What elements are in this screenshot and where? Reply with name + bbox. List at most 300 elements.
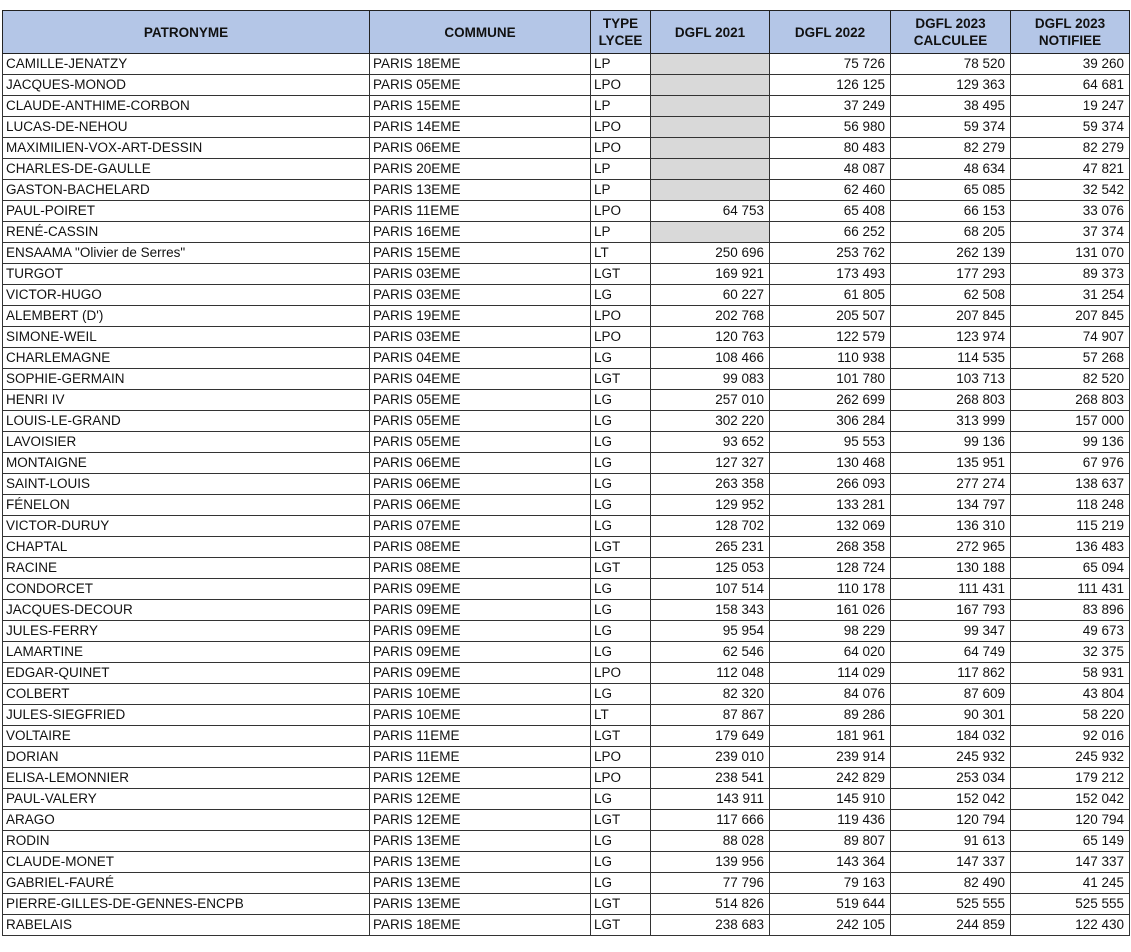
patronyme-cell: CLAUDE-MONET	[3, 852, 370, 873]
dgfl-2022-cell: 132 069	[770, 516, 891, 537]
type-lycee-cell: LPO	[591, 768, 651, 789]
dgfl-2022-cell: 48 087	[770, 159, 891, 180]
dgfl-2023-notifiee-cell: 525 555	[1011, 894, 1130, 915]
patronyme-cell: CONDORCET	[3, 579, 370, 600]
type-lycee-cell: LP	[591, 222, 651, 243]
type-lycee-cell: LPO	[591, 747, 651, 768]
table-row	[3, 285, 1130, 306]
patronyme-cell: GABRIEL-FAURÉ	[3, 873, 370, 894]
table-row	[3, 516, 1130, 537]
table-row	[3, 453, 1130, 474]
dgfl-2022-cell: 98 229	[770, 621, 891, 642]
patronyme-cell: CHARLES-DE-GAULLE	[3, 159, 370, 180]
table-row	[3, 726, 1130, 747]
table-row	[3, 705, 1130, 726]
dgfl-2021-cell: 125 053	[651, 558, 770, 579]
type-lycee-cell: LG	[591, 453, 651, 474]
dgfl-2023-calculee-cell: 99 347	[891, 621, 1011, 642]
dgfl-2023-notifiee-cell: 82 520	[1011, 369, 1130, 390]
dgfl-2023-notifiee-cell: 115 219	[1011, 516, 1130, 537]
commune-cell: PARIS 06EME	[370, 138, 591, 159]
dgfl-2021-cell: 143 911	[651, 789, 770, 810]
patronyme-cell: ELISA-LEMONNIER	[3, 768, 370, 789]
patronyme-cell: ALEMBERT (D')	[3, 306, 370, 327]
table-row	[3, 96, 1130, 117]
type-lycee-cell: LG	[591, 831, 651, 852]
table-row	[3, 264, 1130, 285]
dgfl-2023-notifiee-cell: 41 245	[1011, 873, 1130, 894]
dgfl-2023-calculee-cell: 253 034	[891, 768, 1011, 789]
table-row	[3, 117, 1130, 138]
dgfl-2023-calculee-cell: 82 279	[891, 138, 1011, 159]
dgfl-2023-notifiee-cell: 67 976	[1011, 453, 1130, 474]
dgfl-2023-notifiee-cell: 58 931	[1011, 663, 1130, 684]
table-row	[3, 537, 1130, 558]
table-row	[3, 495, 1130, 516]
dgfl-2023-notifiee-cell: 268 803	[1011, 390, 1130, 411]
table-row	[3, 201, 1130, 222]
dgfl-2023-calculee-cell: 245 932	[891, 747, 1011, 768]
dgfl-2023-notifiee-cell: 179 212	[1011, 768, 1130, 789]
dgfl-2021-cell	[651, 180, 770, 201]
dgfl-2023-calculee-cell: 135 951	[891, 453, 1011, 474]
table-row	[3, 180, 1130, 201]
dgfl-2022-cell: 133 281	[770, 495, 891, 516]
patronyme-cell: CLAUDE-ANTHIME-CORBON	[3, 96, 370, 117]
dgfl-2022-cell: 519 644	[770, 894, 891, 915]
dgfl-2021-cell: 107 514	[651, 579, 770, 600]
type-lycee-cell: LG	[591, 600, 651, 621]
dgfl-2023-notifiee-cell: 122 430	[1011, 915, 1130, 936]
dgfl-2022-cell: 242 105	[770, 915, 891, 936]
table-row	[3, 390, 1130, 411]
commune-cell: PARIS 09EME	[370, 579, 591, 600]
dgfl-2023-calculee-cell: 38 495	[891, 96, 1011, 117]
dgfl-2021-cell: 127 327	[651, 453, 770, 474]
table-row	[3, 159, 1130, 180]
commune-cell: PARIS 13EME	[370, 894, 591, 915]
dgfl-2023-calculee-cell: 103 713	[891, 369, 1011, 390]
dgfl-2023-calculee-cell: 78 520	[891, 54, 1011, 75]
dgfl-2022-cell: 110 178	[770, 579, 891, 600]
dgfl-2023-calculee-cell: 177 293	[891, 264, 1011, 285]
commune-cell: PARIS 13EME	[370, 852, 591, 873]
dgfl-2022-cell: 126 125	[770, 75, 891, 96]
dgfl-2023-notifiee-cell: 33 076	[1011, 201, 1130, 222]
commune-cell: PARIS 09EME	[370, 600, 591, 621]
commune-cell: PARIS 14EME	[370, 117, 591, 138]
commune-cell: PARIS 11EME	[370, 726, 591, 747]
header-type-lycee: TYPE LYCEE	[591, 11, 651, 54]
table-row	[3, 915, 1130, 936]
dgfl-2023-notifiee-cell: 32 542	[1011, 180, 1130, 201]
type-lycee-cell: LG	[591, 852, 651, 873]
commune-cell: PARIS 05EME	[370, 390, 591, 411]
dgfl-2023-notifiee-cell: 59 374	[1011, 117, 1130, 138]
commune-cell: PARIS 11EME	[370, 201, 591, 222]
dgfl-2022-cell: 66 252	[770, 222, 891, 243]
type-lycee-cell: LG	[591, 474, 651, 495]
dgfl-2021-cell: 87 867	[651, 705, 770, 726]
dgfl-2021-cell: 239 010	[651, 747, 770, 768]
table-row	[3, 684, 1130, 705]
dgfl-2021-cell: 93 652	[651, 432, 770, 453]
patronyme-cell: ENSAAMA "Olivier de Serres"	[3, 243, 370, 264]
dgfl-2022-cell: 61 805	[770, 285, 891, 306]
commune-cell: PARIS 12EME	[370, 810, 591, 831]
commune-cell: PARIS 19EME	[370, 306, 591, 327]
dgfl-2021-cell: 129 952	[651, 495, 770, 516]
dgfl-2022-cell: 268 358	[770, 537, 891, 558]
dgfl-2021-cell: 120 763	[651, 327, 770, 348]
dgfl-2023-calculee-cell: 134 797	[891, 495, 1011, 516]
dgfl-2023-notifiee-cell: 83 896	[1011, 600, 1130, 621]
table-row	[3, 768, 1130, 789]
dgfl-2021-cell: 238 541	[651, 768, 770, 789]
patronyme-cell: MAXIMILIEN-VOX-ART-DESSIN	[3, 138, 370, 159]
type-lycee-cell: LP	[591, 180, 651, 201]
patronyme-cell: SIMONE-WEIL	[3, 327, 370, 348]
table-row	[3, 306, 1130, 327]
dgfl-2023-notifiee-cell: 118 248	[1011, 495, 1130, 516]
table-row	[3, 600, 1130, 621]
type-lycee-cell: LGT	[591, 537, 651, 558]
dgfl-2023-notifiee-cell: 138 637	[1011, 474, 1130, 495]
dgfl-2022-cell: 75 726	[770, 54, 891, 75]
type-lycee-cell: LT	[591, 243, 651, 264]
dgfl-2022-cell: 262 699	[770, 390, 891, 411]
commune-cell: PARIS 06EME	[370, 495, 591, 516]
dgfl-2021-cell	[651, 159, 770, 180]
dgfl-2022-cell: 173 493	[770, 264, 891, 285]
commune-cell: PARIS 13EME	[370, 180, 591, 201]
dgfl-2023-notifiee-cell: 64 681	[1011, 75, 1130, 96]
dgfl-2023-notifiee-cell: 89 373	[1011, 264, 1130, 285]
dgfl-2023-calculee-cell: 129 363	[891, 75, 1011, 96]
header-row	[3, 11, 1130, 54]
dgfl-2023-notifiee-cell: 32 375	[1011, 642, 1130, 663]
patronyme-cell: PAUL-POIRET	[3, 201, 370, 222]
patronyme-cell: ARAGO	[3, 810, 370, 831]
dgfl-2023-calculee-cell: 117 862	[891, 663, 1011, 684]
table-row	[3, 474, 1130, 495]
dgfl-2021-cell	[651, 222, 770, 243]
table-row	[3, 348, 1130, 369]
dgfl-2023-notifiee-cell: 39 260	[1011, 54, 1130, 75]
patronyme-cell: JULES-FERRY	[3, 621, 370, 642]
dgfl-2021-cell: 250 696	[651, 243, 770, 264]
commune-cell: PARIS 06EME	[370, 474, 591, 495]
dgfl-2023-notifiee-cell: 58 220	[1011, 705, 1130, 726]
dgfl-2021-cell: 62 546	[651, 642, 770, 663]
dgfl-2023-calculee-cell: 91 613	[891, 831, 1011, 852]
patronyme-cell: HENRI IV	[3, 390, 370, 411]
type-lycee-cell: LG	[591, 789, 651, 810]
dgfl-2023-calculee-cell: 64 749	[891, 642, 1011, 663]
type-lycee-cell: LPO	[591, 306, 651, 327]
dgfl-2023-calculee-cell: 68 205	[891, 222, 1011, 243]
type-lycee-cell: LPO	[591, 75, 651, 96]
dgfl-2023-calculee-cell: 111 431	[891, 579, 1011, 600]
dgfl-2022-cell: 84 076	[770, 684, 891, 705]
table-row	[3, 327, 1130, 348]
patronyme-cell: PAUL-VALERY	[3, 789, 370, 810]
table-row	[3, 894, 1130, 915]
dgfl-2022-cell: 119 436	[770, 810, 891, 831]
commune-cell: PARIS 11EME	[370, 747, 591, 768]
dgfl-2022-cell: 80 483	[770, 138, 891, 159]
dgfl-2021-cell: 77 796	[651, 873, 770, 894]
type-lycee-cell: LGT	[591, 915, 651, 936]
patronyme-cell: VICTOR-HUGO	[3, 285, 370, 306]
dgfl-2021-cell: 257 010	[651, 390, 770, 411]
commune-cell: PARIS 15EME	[370, 243, 591, 264]
dgfl-2021-cell	[651, 54, 770, 75]
type-lycee-cell: LPO	[591, 201, 651, 222]
patronyme-cell: JACQUES-DECOUR	[3, 600, 370, 621]
dgfl-2021-cell: 108 466	[651, 348, 770, 369]
commune-cell: PARIS 03EME	[370, 327, 591, 348]
dgfl-2021-cell: 514 826	[651, 894, 770, 915]
commune-cell: PARIS 05EME	[370, 411, 591, 432]
patronyme-cell: CAMILLE-JENATZY	[3, 54, 370, 75]
commune-cell: PARIS 15EME	[370, 96, 591, 117]
dgfl-2023-calculee-cell: 65 085	[891, 180, 1011, 201]
type-lycee-cell: LG	[591, 348, 651, 369]
dgfl-2023-calculee-cell: 207 845	[891, 306, 1011, 327]
type-lycee-cell: LG	[591, 873, 651, 894]
dgfl-table	[2, 10, 1130, 936]
patronyme-cell: SOPHIE-GERMAIN	[3, 369, 370, 390]
commune-cell: PARIS 20EME	[370, 159, 591, 180]
patronyme-cell: LAVOISIER	[3, 432, 370, 453]
dgfl-2022-cell: 143 364	[770, 852, 891, 873]
dgfl-2021-cell: 99 083	[651, 369, 770, 390]
type-lycee-cell: LG	[591, 411, 651, 432]
dgfl-2021-cell: 88 028	[651, 831, 770, 852]
dgfl-2022-cell: 37 249	[770, 96, 891, 117]
dgfl-2023-calculee-cell: 136 310	[891, 516, 1011, 537]
dgfl-2023-calculee-cell: 66 153	[891, 201, 1011, 222]
type-lycee-cell: LGT	[591, 894, 651, 915]
dgfl-2023-calculee-cell: 525 555	[891, 894, 1011, 915]
dgfl-2023-notifiee-cell: 74 907	[1011, 327, 1130, 348]
type-lycee-cell: LPO	[591, 138, 651, 159]
commune-cell: PARIS 16EME	[370, 222, 591, 243]
commune-cell: PARIS 10EME	[370, 684, 591, 705]
dgfl-2023-calculee-cell: 184 032	[891, 726, 1011, 747]
commune-cell: PARIS 03EME	[370, 285, 591, 306]
dgfl-2023-notifiee-cell: 82 279	[1011, 138, 1130, 159]
dgfl-2022-cell: 161 026	[770, 600, 891, 621]
dgfl-2022-cell: 266 093	[770, 474, 891, 495]
dgfl-2021-cell: 82 320	[651, 684, 770, 705]
dgfl-2023-calculee-cell: 313 999	[891, 411, 1011, 432]
type-lycee-cell: LGT	[591, 369, 651, 390]
patronyme-cell: GASTON-BACHELARD	[3, 180, 370, 201]
commune-cell: PARIS 04EME	[370, 348, 591, 369]
dgfl-2021-cell: 95 954	[651, 621, 770, 642]
dgfl-2023-notifiee-cell: 147 337	[1011, 852, 1130, 873]
dgfl-2023-notifiee-cell: 207 845	[1011, 306, 1130, 327]
dgfl-2023-notifiee-cell: 65 149	[1011, 831, 1130, 852]
dgfl-2023-calculee-cell: 272 965	[891, 537, 1011, 558]
dgfl-2021-cell: 169 921	[651, 264, 770, 285]
dgfl-2021-cell: 64 753	[651, 201, 770, 222]
patronyme-cell: EDGAR-QUINET	[3, 663, 370, 684]
dgfl-2023-notifiee-cell: 37 374	[1011, 222, 1130, 243]
commune-cell: PARIS 12EME	[370, 768, 591, 789]
patronyme-cell: COLBERT	[3, 684, 370, 705]
dgfl-2022-cell: 101 780	[770, 369, 891, 390]
dgfl-2023-notifiee-cell: 19 247	[1011, 96, 1130, 117]
commune-cell: PARIS 10EME	[370, 705, 591, 726]
table-row	[3, 789, 1130, 810]
dgfl-2023-notifiee-cell: 65 094	[1011, 558, 1130, 579]
dgfl-2021-cell: 117 666	[651, 810, 770, 831]
type-lycee-cell: LG	[591, 516, 651, 537]
commune-cell: PARIS 18EME	[370, 915, 591, 936]
table-row	[3, 747, 1130, 768]
dgfl-2023-notifiee-cell: 136 483	[1011, 537, 1130, 558]
dgfl-2021-cell	[651, 96, 770, 117]
commune-cell: PARIS 09EME	[370, 663, 591, 684]
dgfl-2023-calculee-cell: 262 139	[891, 243, 1011, 264]
table-body	[3, 54, 1130, 936]
patronyme-cell: RENÉ-CASSIN	[3, 222, 370, 243]
dgfl-2023-calculee-cell: 268 803	[891, 390, 1011, 411]
patronyme-cell: CHARLEMAGNE	[3, 348, 370, 369]
dgfl-2023-notifiee-cell: 245 932	[1011, 747, 1130, 768]
patronyme-cell: RACINE	[3, 558, 370, 579]
table-row	[3, 138, 1130, 159]
commune-cell: PARIS 13EME	[370, 873, 591, 894]
commune-cell: PARIS 07EME	[370, 516, 591, 537]
dgfl-2022-cell: 130 468	[770, 453, 891, 474]
type-lycee-cell: LPO	[591, 117, 651, 138]
type-lycee-cell: LGT	[591, 810, 651, 831]
dgfl-2023-calculee-cell: 152 042	[891, 789, 1011, 810]
dgfl-2021-cell: 265 231	[651, 537, 770, 558]
header-dgfl-2023-calculee: DGFL 2023 CALCULEE	[891, 11, 1011, 54]
dgfl-2022-cell: 89 286	[770, 705, 891, 726]
dgfl-2023-notifiee-cell: 131 070	[1011, 243, 1130, 264]
dgfl-2021-cell: 302 220	[651, 411, 770, 432]
dgfl-2022-cell: 89 807	[770, 831, 891, 852]
patronyme-cell: VOLTAIRE	[3, 726, 370, 747]
type-lycee-cell: LG	[591, 495, 651, 516]
dgfl-2023-notifiee-cell: 57 268	[1011, 348, 1130, 369]
dgfl-2023-calculee-cell: 120 794	[891, 810, 1011, 831]
patronyme-cell: JULES-SIEGFRIED	[3, 705, 370, 726]
header-dgfl-2022: DGFL 2022	[770, 11, 891, 54]
table-row	[3, 873, 1130, 894]
type-lycee-cell: LGT	[591, 726, 651, 747]
commune-cell: PARIS 12EME	[370, 789, 591, 810]
type-lycee-cell: LT	[591, 705, 651, 726]
type-lycee-cell: LGT	[591, 558, 651, 579]
dgfl-2021-cell: 112 048	[651, 663, 770, 684]
type-lycee-cell: LG	[591, 285, 651, 306]
table-row	[3, 579, 1130, 600]
patronyme-cell: JACQUES-MONOD	[3, 75, 370, 96]
dgfl-2021-cell: 139 956	[651, 852, 770, 873]
dgfl-2021-cell	[651, 75, 770, 96]
dgfl-2021-cell: 263 358	[651, 474, 770, 495]
table-row	[3, 369, 1130, 390]
commune-cell: PARIS 05EME	[370, 75, 591, 96]
dgfl-2023-calculee-cell: 123 974	[891, 327, 1011, 348]
dgfl-2022-cell: 205 507	[770, 306, 891, 327]
type-lycee-cell: LG	[591, 432, 651, 453]
table-row	[3, 54, 1130, 75]
dgfl-2023-calculee-cell: 114 535	[891, 348, 1011, 369]
patronyme-cell: MONTAIGNE	[3, 453, 370, 474]
patronyme-cell: LAMARTINE	[3, 642, 370, 663]
type-lycee-cell: LP	[591, 159, 651, 180]
table-row	[3, 663, 1130, 684]
dgfl-2023-notifiee-cell: 111 431	[1011, 579, 1130, 600]
patronyme-cell: LUCAS-DE-NEHOU	[3, 117, 370, 138]
dgfl-2023-calculee-cell: 130 188	[891, 558, 1011, 579]
dgfl-2021-cell: 179 649	[651, 726, 770, 747]
commune-cell: PARIS 09EME	[370, 621, 591, 642]
patronyme-cell: VICTOR-DURUY	[3, 516, 370, 537]
dgfl-2021-cell	[651, 117, 770, 138]
dgfl-2023-calculee-cell: 90 301	[891, 705, 1011, 726]
dgfl-2023-calculee-cell: 167 793	[891, 600, 1011, 621]
dgfl-2021-cell: 60 227	[651, 285, 770, 306]
type-lycee-cell: LG	[591, 642, 651, 663]
table-row	[3, 621, 1130, 642]
table-row	[3, 411, 1130, 432]
table-row	[3, 852, 1130, 873]
dgfl-2023-calculee-cell: 62 508	[891, 285, 1011, 306]
dgfl-2021-cell: 238 683	[651, 915, 770, 936]
dgfl-2023-calculee-cell: 82 490	[891, 873, 1011, 894]
commune-cell: PARIS 03EME	[370, 264, 591, 285]
commune-cell: PARIS 13EME	[370, 831, 591, 852]
dgfl-2023-notifiee-cell: 120 794	[1011, 810, 1130, 831]
commune-cell: PARIS 05EME	[370, 432, 591, 453]
commune-cell: PARIS 04EME	[370, 369, 591, 390]
patronyme-cell: DORIAN	[3, 747, 370, 768]
commune-cell: PARIS 18EME	[370, 54, 591, 75]
dgfl-2023-notifiee-cell: 152 042	[1011, 789, 1130, 810]
type-lycee-cell: LGT	[591, 264, 651, 285]
table-row	[3, 243, 1130, 264]
table-row	[3, 831, 1130, 852]
dgfl-2022-cell: 64 020	[770, 642, 891, 663]
dgfl-2022-cell: 253 762	[770, 243, 891, 264]
dgfl-2022-cell: 128 724	[770, 558, 891, 579]
header-patronyme: PATRONYME	[3, 11, 370, 54]
header-commune: COMMUNE	[370, 11, 591, 54]
dgfl-2022-cell: 56 980	[770, 117, 891, 138]
patronyme-cell: LOUIS-LE-GRAND	[3, 411, 370, 432]
table-row	[3, 642, 1130, 663]
dgfl-2023-calculee-cell: 87 609	[891, 684, 1011, 705]
dgfl-2023-notifiee-cell: 157 000	[1011, 411, 1130, 432]
dgfl-2023-notifiee-cell: 47 821	[1011, 159, 1130, 180]
dgfl-2023-calculee-cell: 99 136	[891, 432, 1011, 453]
type-lycee-cell: LPO	[591, 327, 651, 348]
dgfl-2023-notifiee-cell: 49 673	[1011, 621, 1130, 642]
type-lycee-cell: LG	[591, 621, 651, 642]
dgfl-2023-calculee-cell: 277 274	[891, 474, 1011, 495]
dgfl-2022-cell: 145 910	[770, 789, 891, 810]
dgfl-2023-calculee-cell: 48 634	[891, 159, 1011, 180]
